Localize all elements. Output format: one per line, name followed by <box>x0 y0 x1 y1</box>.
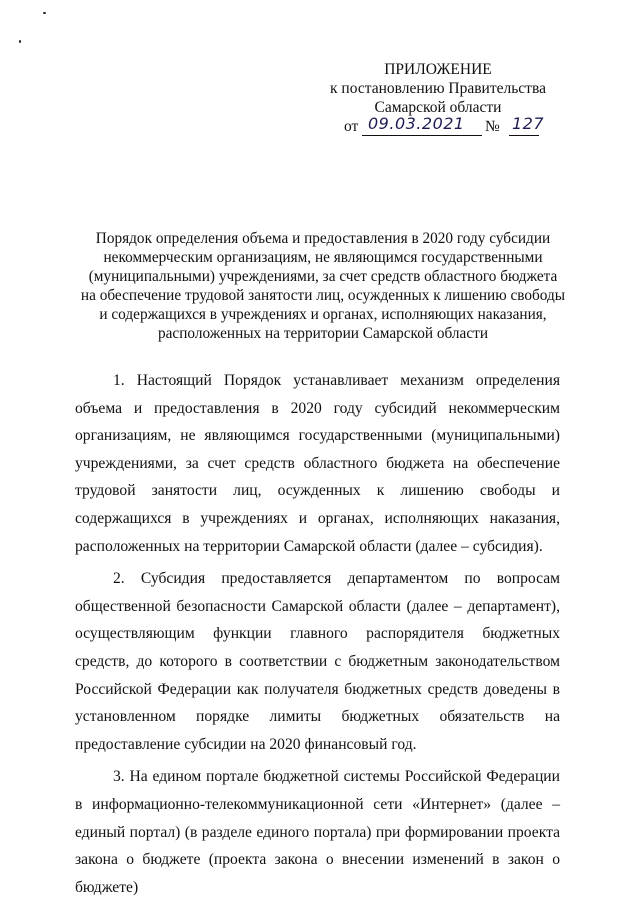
paragraph: 2. Субсидия предоставляется департаментом по вопросам общественной безопасности Самарской области (далее – департамент), осуществляющим функции главного распорядителя бюджетных средств, до которого в соответствии с бюджетным законодательством Российской Федерации как получателя бюджетных средств доведены в установленном порядке лимиты бюджетных обязательств на предоставление субсидии на 2020 финансовый год. <box>75 570 560 753</box>
paragraph: 1. Настоящий Порядок устанавливает механизм определения объема и предоставления в 2020 году субсидий некоммерческим организациям, не являющимся государственными (муниципальными) учреждениями, за счет средств областного бюджета на обеспечение трудовой занятости лиц, осужденных к лишению свободы и содержащихся в учреждениях и органах, исполняющих наказания, расположенных на территории Самарской области (далее – субсидия). <box>75 372 560 555</box>
paragraph: 3. На едином портале бюджетной системы Российской Федерации в информационно-телекоммуникационной сети «Интернет» (далее – единый портал) (в разделе единого портала) при формировании проекта закона о бюджете (проекта закона о внесении изменений в закон о бюджете) <box>75 768 560 896</box>
scan-speck <box>19 40 21 43</box>
document-body <box>75 367 560 901</box>
number-underline <box>509 135 539 136</box>
number-prefix: № <box>485 118 500 135</box>
document-title <box>78 229 568 343</box>
handwritten-number: 127 <box>512 114 545 133</box>
scan-speck <box>43 12 46 14</box>
date-prefix: от <box>344 118 359 135</box>
attachment-line: к постановлению Правительства <box>330 80 546 97</box>
date-underline <box>362 135 482 136</box>
date-number-row <box>328 114 548 139</box>
attachment-block <box>328 60 548 139</box>
title-line: Порядок определения объема и предоставления в 2020 году субсидии <box>95 230 551 247</box>
title-line: (муниципальными) учреждениями, за счет средств областного бюджета <box>88 268 558 285</box>
handwritten-date: 09.03.2021 <box>368 114 465 133</box>
title-line: некоммерческим организациям, не являющимся государственными <box>103 249 543 266</box>
title-line: расположенных на территории Самарской области <box>157 325 489 342</box>
title-line: и содержащихся в учреждениях и органах, исполняющих наказания, <box>99 306 547 323</box>
title-line: на обеспечение трудовой занятости лиц, осужденных к лишению свободы <box>80 287 566 304</box>
attachment-heading: ПРИЛОЖЕНИЕ <box>384 61 492 78</box>
attachment-line: Самарской области <box>374 99 502 116</box>
